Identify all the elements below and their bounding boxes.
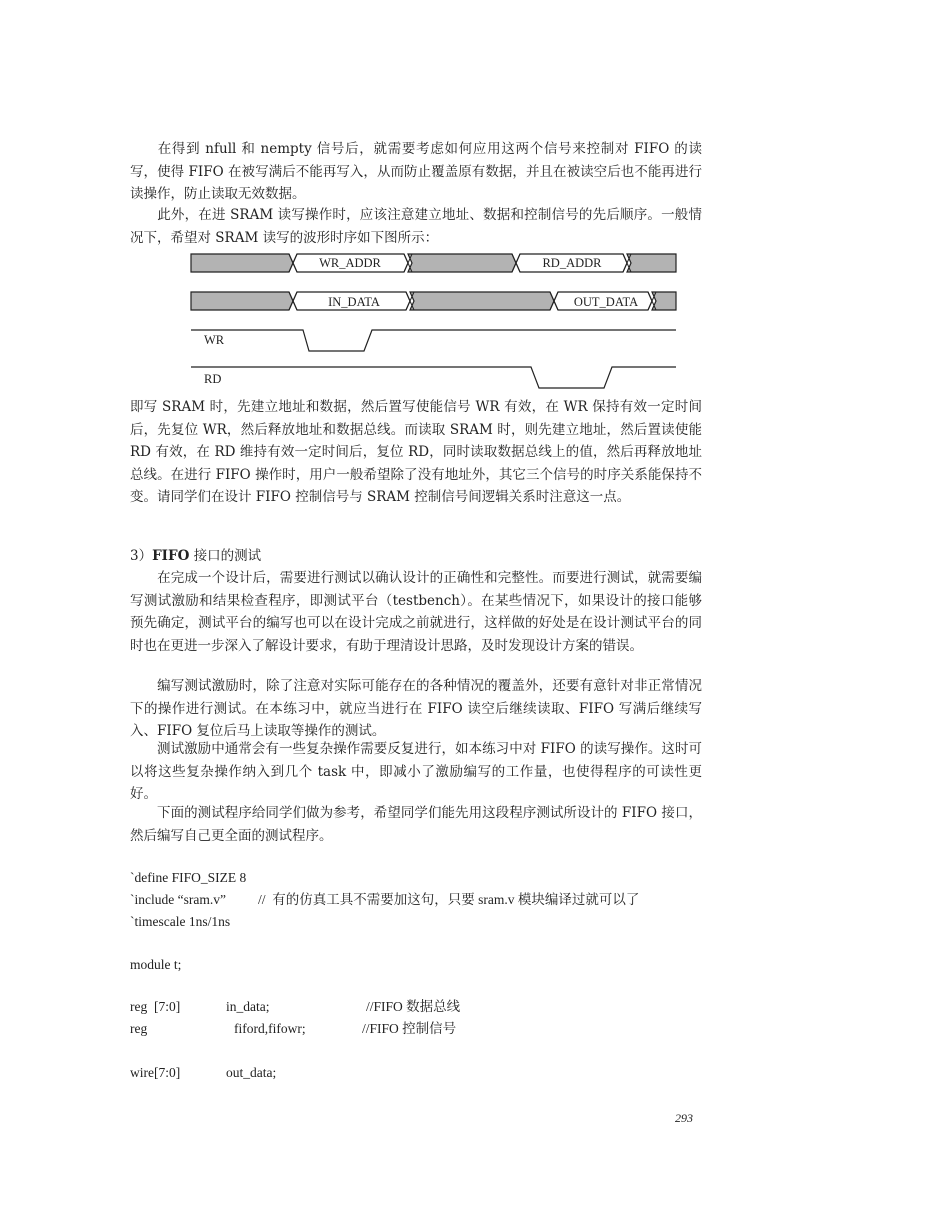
code-reg-control: reg fiford,fifowr; //FIFO 控制信号 <box>130 1021 457 1036</box>
data-bus-idle-2 <box>410 292 554 310</box>
addr-bus-idle-2 <box>408 254 516 272</box>
code-define: `define FIFO_SIZE 8 <box>130 870 247 885</box>
wr-addr-label: WR_ADDR <box>319 256 381 270</box>
rd-addr-label: RD_ADDR <box>542 256 602 270</box>
code-module: module t; <box>130 957 182 972</box>
data-bus-idle-3 <box>652 292 676 310</box>
rd-waveform <box>191 367 676 388</box>
in-data-label: IN_DATA <box>328 295 380 309</box>
section-heading: 3）FIFO 接口的测试 <box>130 548 262 564</box>
paragraph-fifo-control: 在得到 nfull 和 nempty 信号后，就需要考虑如何应用这两个信号来控制对 FIFO 的读写，使得 FIFO 在被写满后不能再写入，从而防止覆盖原有数据，并且在被读空后也不能再进行读操作，防止读取无效数据。 <box>130 141 702 202</box>
paragraph-stimulus: 编写测试激励时，除了注意对实际可能存在的各种情况的覆盖外，还要有意针对非正常情况下的操作进行测试。在本练习中，就应当进行在 FIFO 读空后继续读取、FIFO 写满后继续写入、FIFO 复位后马上读取等操作的测试。 <box>130 678 702 739</box>
paragraph-sram-order: 此外，在进 SRAM 读写操作时，应该注意建立地址、数据和控制信号的先后顺序。一般情况下，希望对 SRAM 读写的波形时序如下图所示： <box>130 207 702 246</box>
page-number: 293 <box>675 1111 693 1125</box>
code-wire-out-data: wire[7:0] out_data; <box>130 1065 277 1080</box>
paragraph-tasks: 测试激励中通常会有一些复杂操作需要反复进行，如本练习中对 FIFO 的读写操作。这时可以将这些复杂操作纳入到几个 task 中，即减小了激励编写的工作量，也使得程序的可读性更好。 <box>130 741 702 802</box>
code-timescale: `timescale 1ns/1ns <box>130 914 231 929</box>
paragraph-testbench: 在完成一个设计后，需要进行测试以确认设计的正确性和完整性。而要进行测试，就需要编写测试激励和结果检查程序，即测试平台（testbench）。在某些情况下，如果设计的接口能够预先确定，测试平台的编写也可以在设计完成之前就进行，这样做的好处是在设计测试平台的同时也在更进一步深入了解设计要求，有助于理清设计思路，及时发现设计方案的错误。 <box>130 570 702 654</box>
timing-diagram <box>0 250 950 390</box>
out-data-label: OUT_DATA <box>573 295 639 309</box>
code-include: `include “sram.v” // 有的仿真工具不需要加这句，只要 sram.v 模块编译过就可以了 <box>130 892 640 907</box>
rd-signal-label: RD <box>204 372 222 386</box>
addr-bus-idle-3 <box>627 254 676 272</box>
data-bus-idle-1 <box>191 292 293 310</box>
code-reg-in-data: reg [7:0] in_data; //FIFO 数据总线 <box>130 999 461 1014</box>
addr-bus-idle-1 <box>191 254 293 272</box>
paragraph-sram-timing: 即写 SRAM 时，先建立地址和数据，然后置写使能信号 WR 有效，在 WR 保持有效一定时间后，先复位 WR，然后释放地址和数据总线。而读取 SRAM 时，则先建立地址，然后置读使能 RD 有效，在 RD 维持有效一定时间后，复位 RD，同时读取数据总线上的值，然后再释放地址总线。在进行 FIFO 操作时，用户一般希望除了没有地址外，其它三个信号的时序关系能保持不变。请同学们在设计 FIFO 控制信号与 SRAM 控制信号间逻辑关系时注意这一点。 <box>130 399 702 505</box>
paragraph-reference: 下面的测试程序给同学们做为参考，希望同学们能先用这段程序测试所设计的 FIFO 接口，然后编写自己更全面的测试程序。 <box>130 805 702 844</box>
wr-signal-label: WR <box>204 333 225 347</box>
wr-waveform <box>191 330 676 351</box>
